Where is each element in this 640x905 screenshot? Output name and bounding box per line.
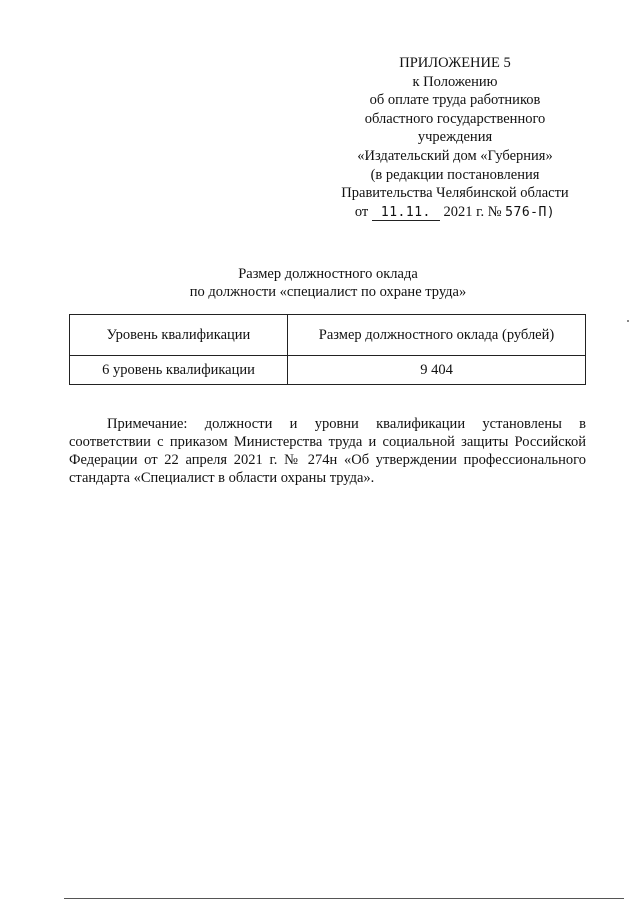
salary-table	[69, 314, 586, 385]
title-line-1: Размер должностного оклада	[238, 266, 418, 282]
number-value: 576-П)	[505, 204, 556, 220]
date-value: 11.11.	[380, 204, 431, 220]
appendix-number: ПРИЛОЖЕНИЕ 5	[399, 55, 511, 71]
document-title	[70, 265, 586, 301]
appendix-header	[330, 54, 580, 222]
title-line-2: по должности «специалист по охране труда»	[189, 284, 467, 300]
note-text: Примечание: должности и уровни квалификации установлены в соответствии с приказом Министерства труда и социальной защиты Российской Федерации от 22 апреля 2021 г. № 274н «Об утверждении профессионального стандарта «Специалист в области охраны труда».	[69, 416, 586, 486]
table-header-row	[70, 315, 586, 356]
table-row	[70, 356, 586, 385]
header-line-4: учреждения	[417, 129, 493, 146]
salary-cell: 9 404	[288, 356, 586, 385]
header-line-6: (в редакции постановления	[370, 166, 540, 183]
header-line-3: областного государственного	[364, 110, 546, 127]
header-line-2: об оплате труда работников	[369, 92, 541, 109]
scan-speck	[627, 320, 629, 322]
column-header-salary: Размер должностного оклада (рублей)	[288, 315, 586, 356]
column-header-qualification: Уровень квалификации	[70, 315, 288, 356]
qualification-cell: 6 уровень квалификации	[70, 356, 288, 385]
date-prefix: от	[354, 203, 369, 220]
decree-date-line	[330, 203, 580, 223]
header-line-7: Правительства Челябинской области	[341, 185, 569, 202]
year-text: 2021 г.	[443, 203, 485, 220]
header-line-1: к Положению	[412, 73, 498, 90]
date-field	[372, 205, 440, 221]
note-block	[69, 415, 586, 487]
header-line-5: «Издательский дом «Губерния»	[357, 147, 553, 164]
number-sign: №	[487, 203, 502, 220]
page-bottom-rule	[64, 898, 624, 899]
